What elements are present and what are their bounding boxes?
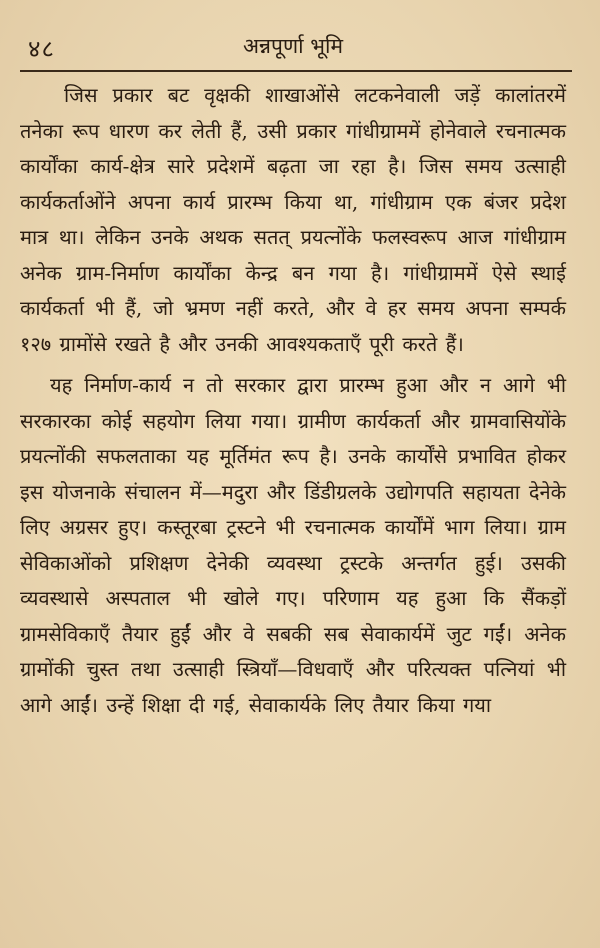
header-rule xyxy=(20,70,572,72)
page-body xyxy=(20,78,566,723)
running-title: अन्नपूर्णा भूमि xyxy=(243,34,343,58)
paragraph-2: यह निर्माण-कार्य न तो सरकार द्वारा प्रारम्भ हुआ और न आगे भी सरकारका कोई सहयोग लिया गया। ग्रामीण कार्यकर्ता और ग्रामवासियोंके प्रयत्नोंकी सफलताका यह मूर्तिमंत रूप है। उनके कार्योंसे प्रभावित होकर इस योजनाके संचालन में—मदुरा और डिंडीग्रलके उद्योगपति सहायता देनेके लिए अग्रसर हुए। कस्तूरबा ट्रस्टने भी रचनात्मक कार्योंमें भाग लिया। ग्राम सेविकाओंको प्रशिक्षण देनेकी व्यवस्था ट्रस्टके अन्तर्गत हुई। उसकी व्यवस्थासे अस्पताल भी खोले गए। परिणाम यह हुआ कि सैंकड़ों ग्रामसेविकाएँ तैयार हुईं और वे सबकी सब सेवाकार्यमें जुट गईं। अनेक ग्रामोंकी चुस्त तथा उत्साही स्त्रियाँ—विधवाएँ और परित्यक्त पत्नियां भी आगे आईं। उन्हें शिक्षा दी गई, सेवाकार्यके लिए तैयार किया गया xyxy=(20,373,566,717)
page-header xyxy=(20,30,566,70)
paragraph-1: जिस प्रकार बट वृक्षकी शाखाओंसे लटकनेवाली जड़ें कालांतरमें तनेका रूप धारण कर लेती हैं, उसी प्रकार गांधीग्राममें होनेवाले रचनात्मक कार्योंका कार्य-क्षेत्र सारे प्रदेशमें बढ़ता जा रहा है। जिस समय उत्साही कार्यकर्ताओंने अपना कार्य प्रारम्भ किया था, गांधीग्राम एक बंजर प्रदेश मात्र था। लेकिन उनके अथक सतत् प्रयत्नोंके फलस्वरूप आज गांधीग्राम अनेक ग्राम-निर्माण कार्योंका केन्द्र बन गया है। गांधीग्राममें ऐसे स्थाई कार्यकर्ता भी हैं, जो भ्रमण नहीं करते, और वे हर समय अपना सम्पर्क १२७ ग्रामोंसे रखते है और उनकी आवश्यकताएँ पूरी करते हैं। xyxy=(20,83,566,356)
page-number: ४८ xyxy=(28,35,55,63)
